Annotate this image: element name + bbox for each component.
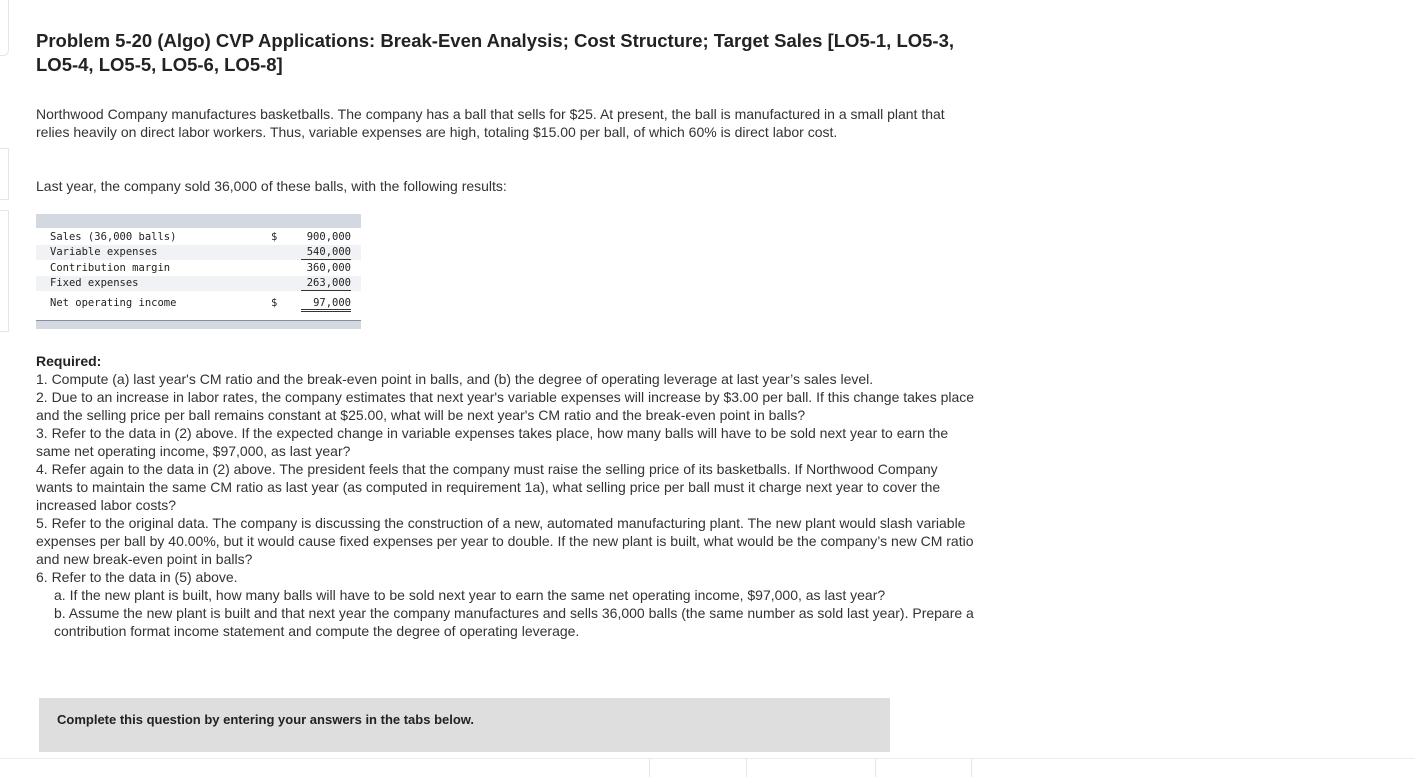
tab-separator [875, 758, 876, 777]
table-row-variable-expenses [36, 245, 361, 260]
row-label: Contribution margin [50, 262, 171, 274]
panel-edge-lower [0, 210, 9, 332]
requirement-6b: b. Assume the new plant is built and that next year the company manufactures and sells 36,000 balls (the same number as sold last year). Prepare a contribution format income statement and compute the degree of operating leverage. [54, 605, 974, 639]
dollar-sign: $ [271, 297, 278, 309]
required-heading: Required: [36, 353, 102, 369]
last-year-text: Last year, the company sold 36,000 of these balls, with the following results: [36, 178, 507, 194]
panel-edge-middle [0, 148, 9, 200]
requirement-6a: a. If the new plant is built, how many balls will have to be sold next year to earn the same net operating income, $97,000, as last year? [54, 587, 886, 603]
row-value: 97,000 [301, 297, 351, 312]
table-row-sales [36, 230, 361, 245]
table-row-net-operating-income [36, 296, 361, 311]
requirement-4: 4. Refer again to the data in (2) above. The president feels that the company must raise the selling price of its basketballs. If Northwood Company wants to maintain the same CM ratio as last year (as computed in requirement 1a), what selling price per ball must it charge next year to cover the increased labor costs? [36, 461, 941, 513]
tabs-divider [0, 758, 1415, 759]
requirement-3: 3. Refer to the data in (2) above. If the expected change in variable expenses takes place, how many balls will have to be sold next year to earn the same net operating income, $97,000, as last year? [36, 425, 949, 459]
panel-edge-top [0, 0, 9, 56]
table-row-fixed-expenses [36, 276, 361, 291]
required-section [36, 352, 976, 640]
instruction-text: Complete this question by entering your answers in the tabs below. [57, 712, 475, 727]
problem-intro: Northwood Company manufactures basketballs. The company has a ball that sells for $25. At present, the ball is manufactured in a small plant that relies heavily on direct labor workers. Thus, variable expenses are high, totaling $15.00 per ball, of which 60% is direct labor cost. [36, 106, 945, 140]
tab-separator [971, 758, 972, 777]
problem-title: Problem 5-20 (Algo) CVP Applications: Break-Even Analysis; Cost Structure; Target Sales [LO5-1, LO5-3, LO5-4, LO5-5, LO5-6, LO5-8] [36, 30, 955, 75]
row-label: Fixed expenses [50, 277, 139, 289]
requirement-2: 2. Due to an increase in labor rates, the company estimates that next year's variable expenses will increase by $3.00 per ball. If this change takes place and the selling price per ball remains constant at $25.00, what will be next year's CM ratio and the break-even point in balls? [36, 389, 975, 423]
row-label: Variable expenses [50, 246, 158, 258]
table-row-contribution-margin [36, 261, 361, 276]
dollar-sign: $ [271, 231, 278, 243]
row-value: 360,000 [306, 262, 351, 274]
row-label: Sales (36,000 balls) [50, 231, 177, 243]
instruction-banner [39, 698, 890, 752]
table-header-bar [36, 214, 361, 228]
requirement-6: 6. Refer to the data in (5) above. [36, 569, 238, 585]
table-footer-bar [36, 320, 361, 329]
income-statement-table [36, 214, 361, 328]
requirement-1: 1. Compute (a) last year's CM ratio and the break-even point in balls, and (b) the degree of operating leverage at last year’s sales level. [36, 371, 874, 387]
row-label: Net operating income [50, 297, 177, 309]
row-value: 263,000 [301, 277, 351, 291]
row-value: 900,000 [306, 231, 351, 243]
tab-separator [649, 758, 650, 777]
row-value: 540,000 [301, 246, 351, 260]
tab-separator [746, 758, 747, 777]
requirement-5: 5. Refer to the original data. The company is discussing the construction of a new, automated manufacturing plant. The new plant would slash variable expenses per ball by 40.00%, but it would cause fixed expenses per year to double. If the new plant is built, what would be the company’s new CM ratio and new break-even point in balls? [36, 515, 974, 567]
